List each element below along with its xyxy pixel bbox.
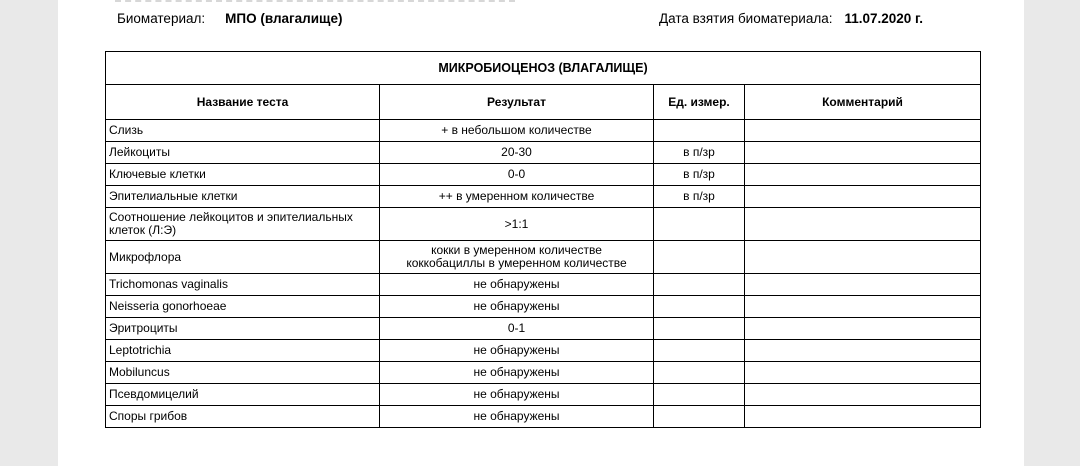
test-result-line: кокки в умеренном количестве [431, 243, 602, 257]
test-unit [654, 384, 745, 406]
test-unit: в п/зр [654, 186, 745, 208]
test-comment [745, 120, 981, 142]
results-table [105, 51, 981, 428]
table-row [106, 164, 981, 186]
table-row [106, 340, 981, 362]
table-row [106, 406, 981, 428]
test-comment [745, 186, 981, 208]
test-name: Trichomonas vaginalis [106, 274, 380, 296]
collection-date-label: Дата взятия биоматериала: [659, 11, 833, 26]
table-row [106, 241, 981, 274]
table-title-row [106, 52, 981, 85]
test-comment [745, 340, 981, 362]
test-unit [654, 274, 745, 296]
test-comment [745, 362, 981, 384]
test-comment [745, 274, 981, 296]
test-result: 0-1 [380, 318, 654, 340]
test-result: 20-30 [380, 142, 654, 164]
test-unit: в п/зр [654, 142, 745, 164]
test-result: не обнаружены [380, 406, 654, 428]
test-name: Псевдомицелий [106, 384, 380, 406]
test-name: Эритроциты [106, 318, 380, 340]
test-comment [745, 384, 981, 406]
test-name: Споры грибов [106, 406, 380, 428]
collection-date-value: 11.07.2020 г. [844, 11, 924, 26]
test-result-line: коккобациллы в умеренном количестве [406, 256, 627, 270]
test-unit [654, 120, 745, 142]
column-header-test-name: Название теста [106, 85, 380, 120]
table-row [106, 120, 981, 142]
test-comment [745, 208, 981, 241]
table-row [106, 274, 981, 296]
test-unit [654, 296, 745, 318]
test-unit [654, 241, 745, 274]
test-result: не обнаружены [380, 340, 654, 362]
test-name: Ключевые клетки [106, 164, 380, 186]
column-header-unit: Ед. измер. [654, 85, 745, 120]
test-result: >1:1 [380, 208, 654, 241]
table-row [106, 208, 981, 241]
test-unit [654, 362, 745, 384]
table-header-row [106, 85, 981, 120]
test-comment [745, 296, 981, 318]
test-comment [745, 318, 981, 340]
table-row [106, 296, 981, 318]
test-unit [654, 406, 745, 428]
test-result: не обнаружены [380, 384, 654, 406]
test-comment [745, 406, 981, 428]
test-result: 0-0 [380, 164, 654, 186]
test-result-multiline [380, 241, 654, 274]
test-unit [654, 340, 745, 362]
table-row [106, 142, 981, 164]
column-header-result: Результат [380, 85, 654, 120]
column-header-comment: Комментарий [745, 85, 981, 120]
cropped-top-line [115, 0, 515, 6]
table-title: МИКРОБИОЦЕНОЗ (ВЛАГАЛИЩЕ) [106, 52, 981, 85]
biomaterial-info [117, 11, 342, 26]
biomaterial-value: МПО (влагалище) [225, 11, 343, 26]
test-unit [654, 208, 745, 241]
table-row [106, 318, 981, 340]
test-result: не обнаружены [380, 362, 654, 384]
test-name: Эпителиальные клетки [106, 186, 380, 208]
table-row [106, 384, 981, 406]
test-name: Mobiluncus [106, 362, 380, 384]
test-name: Neisseria gonorhoeae [106, 296, 380, 318]
test-unit [654, 318, 745, 340]
test-name: Leptotrichia [106, 340, 380, 362]
test-result: не обнаружены [380, 296, 654, 318]
test-name: Соотношение лейкоцитов и эпителиальных клеток (Л:Э) [106, 208, 380, 241]
test-name: Микрофлора [106, 241, 380, 274]
biomaterial-label: Биоматериал: [117, 11, 206, 26]
test-comment [745, 164, 981, 186]
test-name: Слизь [106, 120, 380, 142]
test-result: + в небольшом количестве [380, 120, 654, 142]
test-comment [745, 241, 981, 274]
test-name: Лейкоциты [106, 142, 380, 164]
test-result: ++ в умеренном количестве [380, 186, 654, 208]
test-unit: в п/зр [654, 164, 745, 186]
test-comment [745, 142, 981, 164]
collection-date-info [659, 11, 923, 26]
test-result: не обнаружены [380, 274, 654, 296]
table-row [106, 186, 981, 208]
table-row [106, 362, 981, 384]
